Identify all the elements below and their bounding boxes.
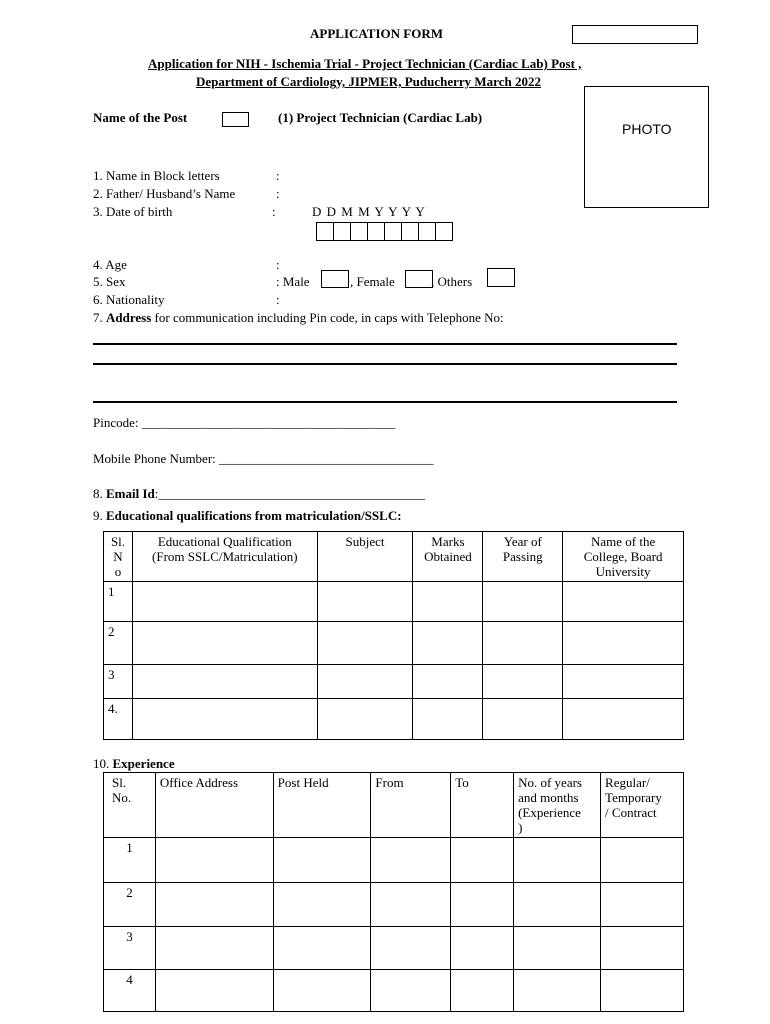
table-row — [104, 622, 684, 665]
table-cell[interactable] — [483, 582, 563, 622]
exp-row-number: 1 — [104, 838, 156, 883]
sex-male-label: : Male — [276, 274, 310, 289]
table-cell[interactable] — [155, 970, 273, 1012]
table-cell[interactable] — [317, 622, 413, 665]
table-cell[interactable] — [451, 927, 514, 970]
exp-header-slno: Sl. No. — [104, 773, 156, 838]
name-label: 1. Name in Block letters — [93, 168, 220, 183]
exp-header-type: Regular/ Temporary / Contract — [601, 773, 684, 838]
table-row — [104, 582, 684, 622]
edu-header-qualification: Educational Qualification (From SSLC/Matriculation) — [132, 532, 317, 582]
father-label: 2. Father/ Husband’s Name — [93, 186, 236, 201]
education-heading: 9. Educational qualifications from matriculation/SSLC: — [93, 508, 402, 523]
table-cell[interactable] — [273, 927, 371, 970]
form-subtitle-line1: Application for NIH - Ischemia Trial - Project Technician (Cardiac Lab) Post , — [148, 56, 582, 71]
address-line-2[interactable] — [93, 363, 677, 365]
table-row — [104, 665, 684, 699]
exp-row-number: 2 — [104, 883, 156, 927]
sex-others-checkbox[interactable] — [487, 268, 515, 287]
address-line-1[interactable] — [93, 343, 677, 345]
table-cell[interactable] — [317, 582, 413, 622]
table-cell[interactable] — [483, 699, 563, 740]
table-cell[interactable] — [601, 883, 684, 927]
name-colon: : — [276, 168, 280, 183]
exp-header-years: No. of years and months (Experience ) — [514, 773, 601, 838]
table-cell[interactable] — [451, 970, 514, 1012]
table-cell[interactable] — [514, 838, 601, 883]
form-title: APPLICATION FORM — [310, 26, 444, 41]
table-cell[interactable] — [601, 970, 684, 1012]
experience-heading: 10. Experience — [93, 756, 175, 771]
table-cell[interactable] — [451, 838, 514, 883]
table-cell[interactable] — [563, 622, 684, 665]
edu-row-number: 1 — [104, 582, 133, 622]
edu-header-subject: Subject — [317, 532, 413, 582]
table-cell[interactable] — [371, 838, 451, 883]
photo-box[interactable] — [584, 86, 709, 208]
table-row — [104, 883, 684, 927]
edu-header-year: Year of Passing — [483, 532, 563, 582]
pincode-field[interactable]: Pincode: _______________________________________ — [93, 415, 396, 430]
table-cell[interactable] — [514, 927, 601, 970]
table-row — [104, 927, 684, 970]
edu-header-marks: Marks Obtained — [413, 532, 483, 582]
table-row — [104, 699, 684, 740]
email-field[interactable]: 8. Email Id:_________________________________________ — [93, 486, 425, 501]
table-cell[interactable] — [132, 699, 317, 740]
sex-female-label: , Female — [350, 274, 395, 289]
exp-row-number: 4 — [104, 970, 156, 1012]
dob-label: 3. Date of birth — [93, 204, 173, 219]
table-cell[interactable] — [132, 665, 317, 699]
mobile-field[interactable]: Mobile Phone Number: _________________________________ — [93, 451, 434, 466]
table-cell[interactable] — [483, 665, 563, 699]
table-cell[interactable] — [155, 883, 273, 927]
table-cell[interactable] — [413, 699, 483, 740]
address-label: 7. Address for communication including Pin code, in caps with Telephone No: — [93, 310, 504, 325]
table-cell[interactable] — [451, 883, 514, 927]
table-cell[interactable] — [563, 699, 684, 740]
post-label: Name of the Post — [93, 110, 188, 125]
exp-header-from: From — [371, 773, 451, 838]
table-cell[interactable] — [273, 838, 371, 883]
nationality-label: 6. Nationality — [93, 292, 165, 307]
edu-row-number: 4. — [104, 699, 133, 740]
table-cell[interactable] — [317, 665, 413, 699]
address-line-3[interactable] — [93, 401, 677, 403]
sex-male-checkbox[interactable] — [321, 270, 349, 288]
education-header-row — [104, 532, 684, 582]
sex-female-checkbox[interactable] — [405, 270, 433, 288]
table-cell[interactable] — [273, 970, 371, 1012]
table-cell[interactable] — [155, 927, 273, 970]
dob-colon: : — [272, 204, 276, 219]
table-cell[interactable] — [317, 699, 413, 740]
age-label: 4. Age — [93, 257, 127, 272]
table-cell[interactable] — [601, 838, 684, 883]
table-cell[interactable] — [483, 622, 563, 665]
nationality-colon: : — [276, 292, 280, 307]
edu-header-slno: Sl. N o — [104, 532, 133, 582]
table-cell[interactable] — [132, 622, 317, 665]
table-cell[interactable] — [413, 582, 483, 622]
experience-header-row — [104, 773, 684, 838]
dob-format: D D M M Y Y Y Y — [312, 204, 425, 219]
post-checkbox[interactable] — [222, 112, 249, 127]
table-cell[interactable] — [371, 927, 451, 970]
exp-header-to: To — [451, 773, 514, 838]
sex-others-label: , Others — [431, 274, 473, 289]
post-value: (1) Project Technician (Cardiac Lab) — [278, 110, 483, 125]
table-cell[interactable] — [132, 582, 317, 622]
table-cell[interactable] — [413, 622, 483, 665]
table-cell[interactable] — [371, 883, 451, 927]
table-cell[interactable] — [514, 883, 601, 927]
table-row — [104, 970, 684, 1012]
exp-header-post: Post Held — [273, 773, 371, 838]
table-cell[interactable] — [413, 665, 483, 699]
sex-label: 5. Sex — [93, 274, 126, 289]
table-cell[interactable] — [563, 665, 684, 699]
experience-table — [103, 772, 684, 1012]
age-colon: : — [276, 257, 280, 272]
exp-header-office: Office Address — [155, 773, 273, 838]
table-cell[interactable] — [371, 970, 451, 1012]
table-cell[interactable] — [273, 883, 371, 927]
table-cell[interactable] — [601, 927, 684, 970]
education-table — [103, 531, 684, 740]
edu-row-number: 3 — [104, 665, 133, 699]
photo-label: PHOTO — [622, 121, 672, 137]
edu-header-college: Name of the College, Board University — [563, 532, 684, 582]
table-cell[interactable] — [514, 970, 601, 1012]
exp-row-number: 3 — [104, 927, 156, 970]
dob-input-cells[interactable] — [316, 222, 453, 241]
father-colon: : — [276, 186, 280, 201]
table-cell[interactable] — [155, 838, 273, 883]
table-row — [104, 838, 684, 883]
table-cell[interactable] — [563, 582, 684, 622]
application-number-box[interactable] — [572, 25, 698, 44]
form-subtitle-line2: Department of Cardiology, JIPMER, Puducherry March 2022 — [196, 74, 541, 89]
edu-row-number: 2 — [104, 622, 133, 665]
